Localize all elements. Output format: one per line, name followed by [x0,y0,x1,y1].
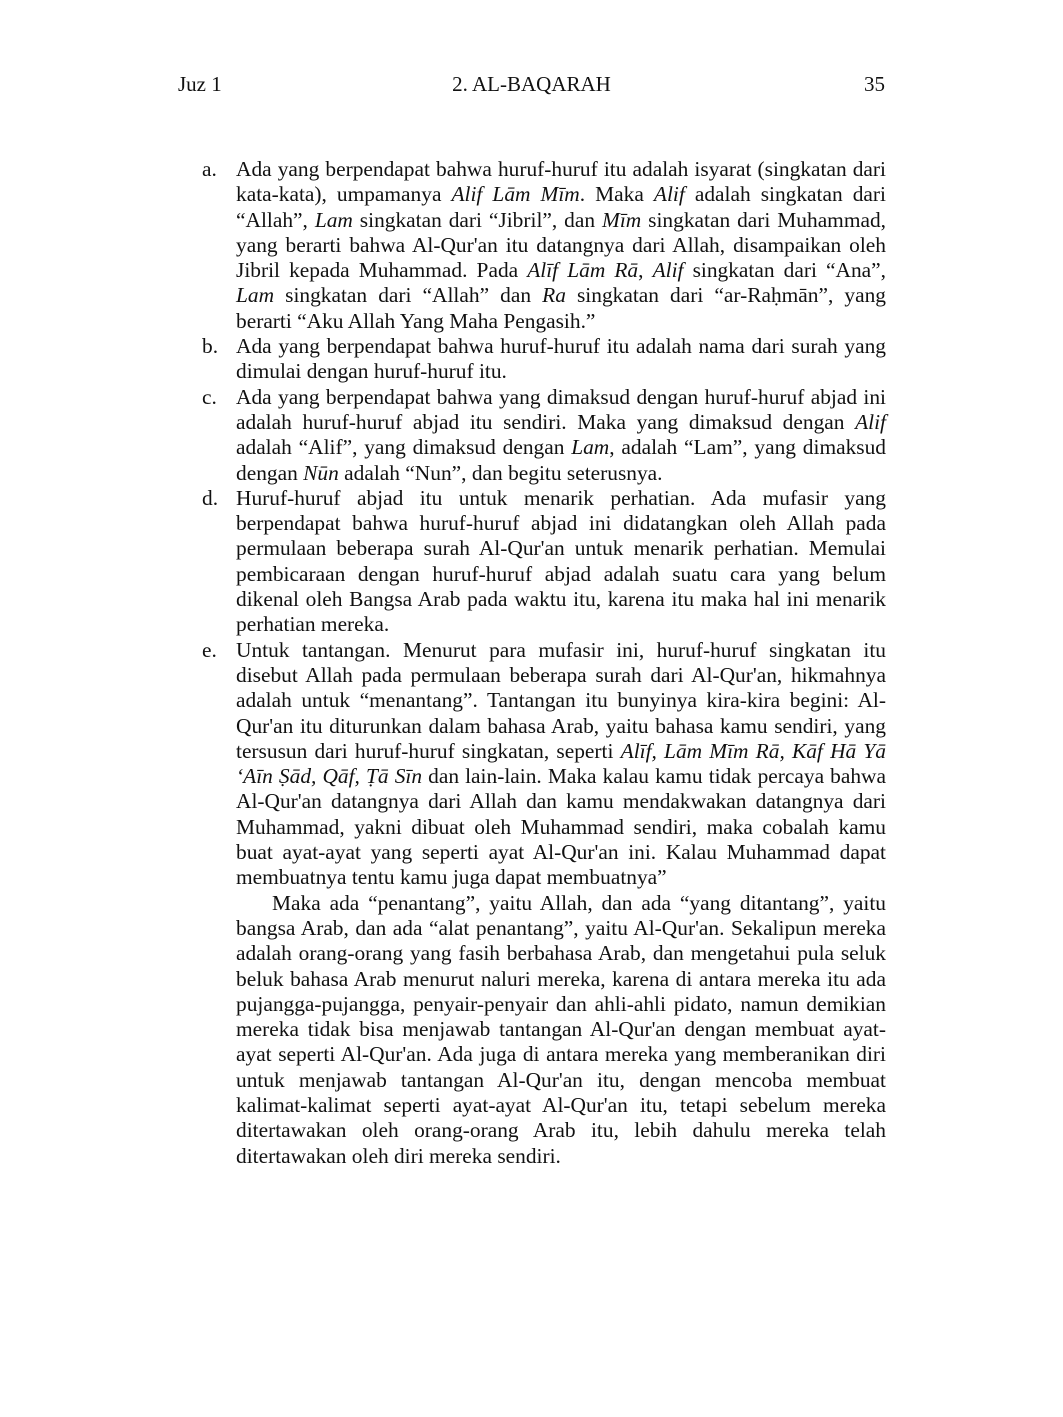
list-label: b. [202,334,219,359]
text-run: singkatan dari “Ana”, [683,258,886,283]
list-label: c. [202,384,217,409]
list-item-d [202,486,886,638]
italic-term: Alif [653,182,685,207]
text-run: singkatan dari “Allah” dan [274,283,543,308]
text-run: adalah “Alif”, yang dimaksud dengan [236,435,572,460]
list-item-a [202,157,886,334]
text-run: singkatan dari “Jibril”, dan [352,207,602,232]
italic-term: Alif [652,258,684,283]
list-label: a. [202,157,217,181]
text-run: adalah singkatan dari “Allah”, [236,182,886,232]
page-header [178,72,885,102]
text-run: Ada yang berpendapat bahwa huruf-huruf itu adalah nama dari surah yang dimulai dengan huruf-huruf itu. [236,334,886,384]
text-run: Untuk tantangan. Menurut para mufasir ini, huruf-huruf singkatan itu disebut Allah pada permulaan beberapa surah dari Al-Qur'an, hikmahnya adalah untuk “menantang”. Tantangan itu bunyinya kira-kira begini: Al-Qur'an itu diturunkan dalam bahasa Arab, yaitu bahasa kamu sendiri, yang tersusun dari huruf-huruf singkatan, seperti [236,637,886,763]
italic-term: Nūn [303,460,339,485]
list-label: e. [202,637,217,662]
text-run: adalah “Nun”, dan begitu seterusnya. [338,460,663,485]
italic-term: Alīf Lām Rā [527,258,639,283]
list-item-c [202,385,886,486]
italic-term: Ra [542,283,566,308]
text-run: , [638,258,653,283]
list-text [236,486,886,636]
italic-term: Lam [314,207,353,232]
surah-title: 2. AL-BAQARAH [452,72,611,96]
list-text [236,638,886,890]
text-run: , adalah “Lam”, yang dimaksud dengan [236,435,886,485]
italic-term: Lam [571,435,610,460]
italic-term: Alif Lām Mīm [451,182,580,207]
italic-term: Mīm [602,207,642,232]
text-run: Ada yang berpendapat bahwa yang dimaksud dengan huruf-huruf abjad ini adalah huruf-huruf abjad itu sendiri. Maka yang dimaksud dengan [236,384,886,434]
italic-term: Lam [236,283,275,308]
list-text [236,157,886,333]
body-paragraph: Maka ada “penantang”, yaitu Allah, dan ada “yang ditantang”, yaitu bangsa Arab, dan ada “alat penantang”, yaitu Al-Qur'an. Sekalipun mereka adalah orang-orang yang fasih berbahasa Arab, dan mengetahui pula seluk beluk bahasa Arab menurut naluri mereka, karena di antara mereka itu ada pujangga-pujangga, penyair-penyair dan ahli-ahli pidato, namun demikian mereka tidak bisa menjawab tantangan Al-Qur'an dengan membuat ayat-ayat seperti Al-Qur'an. Ada juga di antara mereka yang memberanikan diri untuk menjawab tantangan Al-Qur'an itu, dengan mencoba membuat kalimat-kalimat seperti ayat-ayat Al-Qur'an itu, tetapi sebelum mereka ditertawakan oleh orang-orang Arab itu, lebih dahulu mereka telah ditertawakan oleh diri mereka sendiri. [236,890,886,1168]
page-number: 35 [864,72,885,96]
juz-label: Juz 1 [178,72,222,96]
text-run: Ada yang berpendapat bahwa huruf-huruf itu adalah isyarat (singkatan dari kata-kata), umpamanya [236,157,886,207]
list-text [236,334,886,383]
text-run: . Maka [579,182,654,207]
italic-term: Alif [855,409,886,434]
text-run: Huruf-huruf abjad itu untuk menarik perhatian. Ada mufasir yang berpendapat bahwa huruf-huruf abjad ini didatangkan oleh Allah pada permulaan beberapa surah Al-Qur'an untuk menarik perhatian. Memulai pembicaraan dengan huruf-huruf abjad adalah suatu cara yang belum dikenal oleh Bangsa Arab pada waktu itu, karena itu maka hal ini menarik perhatian mereka. [236,485,886,637]
list-item-b [202,334,886,385]
text-run: singkatan dari Muhammad, yang berarti bahwa Al-Qur'an itu datangnya dari Allah, disampaikan oleh Jibril kepada Muhammad. Pada [236,207,886,283]
list-text [236,385,886,485]
page-body [202,157,886,1169]
text-run: dan lain-lain. Maka kalau kamu tidak percaya bahwa Al-Qur'an datangnya dari Allah dan kamu mendakwakan datangnya dari Muhammad, yakni dibuat oleh Muhammad sendiri, maka cobalah kamu buat ayat-ayat yang seperti ayat Al-Qur'an ini. Kalau Muhammad dapat membuatnya tentu kamu juga dapat membuatnya” [236,764,886,890]
list-item-e [202,638,886,891]
italic-term: Alīf, Lām Mīm Rā, Kāf Hā Yā ‘Aīn Ṣād, Qāf, Ṭā Sīn [236,738,886,789]
text-run: singkatan dari “ar-Raḥmān”, yang berarti “Aku Allah Yang Maha Pengasih.” [236,283,886,333]
list-label: d. [202,485,219,510]
